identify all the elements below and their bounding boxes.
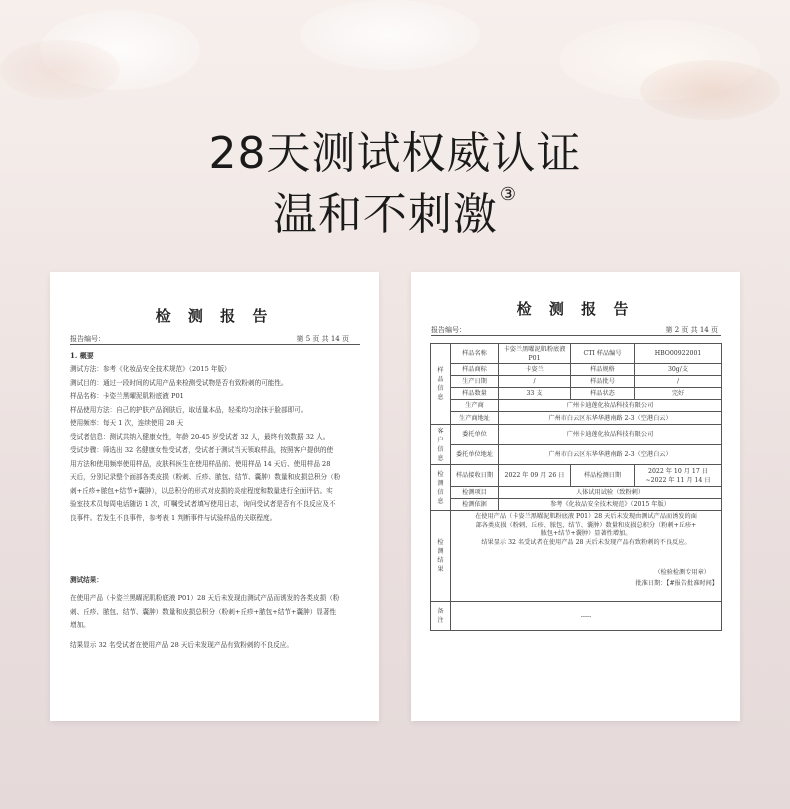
group-note: 备注 — [431, 602, 451, 631]
footnote-mark: ③ — [499, 184, 518, 205]
result-line: 部各类皮损（粉刺、丘疹、脓包、结节、囊肿）数量和皮损总积分（粉刺+丘疹+ — [475, 521, 697, 529]
doc1-result-line: 结果显示 32 名受试者在使用产品 28 天后未发现产品有致粉刺的不良反应。 — [70, 640, 293, 649]
doc1-line: 样品使用方法：自己的护肤产品润肤后，取适量本品，轻柔均匀涂抹于脸部即可。 — [70, 405, 308, 414]
bokeh-warm — [0, 40, 120, 100]
doc1-summary — [70, 363, 360, 525]
cell-value: 2022 年 10 月 17 日 ~2022 年 11 月 14 日 — [635, 465, 722, 487]
bokeh-warm — [640, 60, 780, 120]
result-line: 脓包+结节+囊肿）显著性增加。 — [540, 530, 632, 538]
doc2-divider — [431, 335, 721, 336]
cell-label: 样品数量 — [451, 388, 499, 400]
doc1-results-title: 测试结果： — [70, 576, 103, 584]
doc1-line: 用方法和使用频率使用样品，皮肤科医生在使用样品前、使用样品 14 天后、使用样品 28 — [70, 459, 331, 468]
report-page-2 — [411, 272, 740, 721]
doc1-line: 验室技术员每周电话随访 1 次，叮嘱受试者填写使用日志，询问受试者是否有不良反应及不 — [70, 500, 336, 508]
doc1-report-no: 报告编号： — [70, 335, 105, 343]
cell-label: 委托单位地址 — [451, 445, 499, 465]
cell-label: 样品商标 — [451, 364, 499, 376]
doc1-line: 测试方法：参考《化妆品安全技术规范》（2015 年版） — [70, 365, 231, 373]
approve-line: 批准日期：【#报告批准时间】 — [635, 579, 718, 587]
result-cell — [451, 511, 722, 602]
doc1-line: 受试步骤：筛选出 32 名健康女性受试者，受试者于测试当天领取样品，按照客户提供的使 — [70, 446, 334, 454]
headline-line2-text: 温和不刺激 — [272, 189, 498, 240]
bokeh-light — [40, 10, 200, 90]
cell-label: 样品批号 — [571, 376, 635, 388]
headline-line2 — [0, 178, 790, 242]
cell-label: 检测依据 — [451, 499, 499, 511]
doc2-page-number: 第 2 页 共 14 页 — [665, 326, 718, 334]
cell-label: 样品接收日期 — [451, 465, 499, 487]
doc2-report-no: 报告编号： — [431, 326, 466, 334]
cell-label: 样品状态 — [571, 388, 635, 400]
doc1-line: 使用频率：每天 1 次，连续使用 28 天 — [70, 419, 184, 427]
doc1-line: 测试目的：通过一段时间的试用产品来检测受试物是否有致粉刺的可能性。 — [70, 378, 288, 387]
cell-label: 样品名称 — [451, 344, 499, 364]
group-sample-info: 样品信息 — [431, 344, 451, 425]
result-line: 结果显示 32 名受试者在使用产品 28 天后未发现产品有致粉刺的不良反应。 — [481, 538, 691, 546]
cell-label: 检测项目 — [451, 487, 499, 499]
cell-value: 广州市白云区东华华港南路 2-3（空港白云） — [499, 412, 722, 425]
cell-value: / — [635, 376, 722, 388]
doc1-line: 样品名称：卡姿兰黑曜泥肌粉底液 P01 — [70, 392, 184, 400]
doc1-line: 刺+丘疹+脓包+结节+囊肿），以总积分的形式对皮损的炎症程度和数量进行全面评估。实 — [70, 486, 333, 495]
doc1-result-line: 刺、丘疹、脓包、结节、囊肿）数量和皮损总积分（粉刺+丘疹+脓包+结节+囊肿）显著性 — [70, 607, 337, 616]
doc2-title: 检 测 报 告 — [516, 300, 635, 318]
bokeh-light — [560, 20, 760, 100]
bokeh-light — [300, 0, 480, 70]
doc1-divider — [70, 344, 360, 345]
cell-value: 参考《化妆品安全技术规范》（2015 年版） — [499, 499, 722, 511]
cell-value: 33 支 — [499, 388, 571, 400]
cell-value: 卡姿兰黑曜泥肌粉底液 P01 — [499, 344, 571, 364]
doc1-section-title: 1. 概要 — [70, 351, 94, 360]
cell-value: 完好 — [635, 388, 722, 400]
cell-label: 生产日期 — [451, 376, 499, 388]
doc1-result-line: 在使用产品（卡姿兰黑曜泥肌粉底液 P01）28 天后未发现由测试产品而诱发的各类皮损（粉 — [70, 594, 340, 602]
cell-label: 委托单位 — [451, 425, 499, 445]
cell-value: 30g/支 — [635, 364, 722, 376]
cell-value: 广州市白云区东华华港南路 2-3（空港白云） — [499, 445, 722, 465]
cell-label: 样品规格 — [571, 364, 635, 376]
note-cell: ----- — [451, 602, 722, 631]
cell-value: HBO00922001 — [635, 344, 722, 364]
doc1-page-number: 第 5 页 共 14 页 — [296, 335, 349, 343]
report-info-table — [430, 343, 722, 631]
cell-label: 生产商 — [451, 400, 499, 412]
report-page-5 — [50, 272, 379, 721]
cell-value: 人体试用试验（致粉刺） — [499, 487, 722, 499]
stamp-note: （检验检测专用章） — [654, 569, 710, 577]
headline-line1: 28天测试权威认证 — [208, 128, 582, 179]
doc1-results — [70, 592, 360, 652]
cell-value: 广州卡迪莲化妆品科技有限公司 — [499, 400, 722, 412]
cell-label: 样品检测日期 — [571, 465, 635, 487]
cell-value: 广州卡迪莲化妆品科技有限公司 — [499, 425, 722, 445]
group-client-info: 客户信息 — [431, 425, 451, 465]
result-line: 在使用产品（卡姿兰黑曜泥肌粉底液 P01）28 天后未发现由测试产品而诱发的面 — [475, 513, 697, 520]
cell-value: / — [499, 376, 571, 388]
cell-value: 2022 年 09 月 26 日 — [499, 465, 571, 487]
cell-label: 生产商地址 — [451, 412, 499, 425]
doc1-result-line: 增加。 — [70, 621, 90, 629]
doc1-line: 受试者信息：测试共纳入健康女性，年龄 20-45 岁受试者 32 人，最终有效数据 32 人。 — [70, 432, 330, 441]
group-test-info: 检测信息 — [431, 465, 451, 511]
doc1-line: 天后，分别记录整个面部各类皮损（粉刺、丘疹、脓包、结节、囊肿）数量和皮损总积分（粉 — [70, 473, 341, 481]
cell-label: CTI 样品编号 — [571, 344, 635, 364]
doc1-title: 检 测 报 告 — [155, 307, 274, 325]
doc1-line: 良事件。若发生不良事件，参考表 1 判断事件与试验样品的关联程度。 — [70, 513, 277, 522]
group-test-result: 检测结果 — [431, 511, 451, 602]
cell-value: 卡姿兰 — [499, 364, 571, 376]
